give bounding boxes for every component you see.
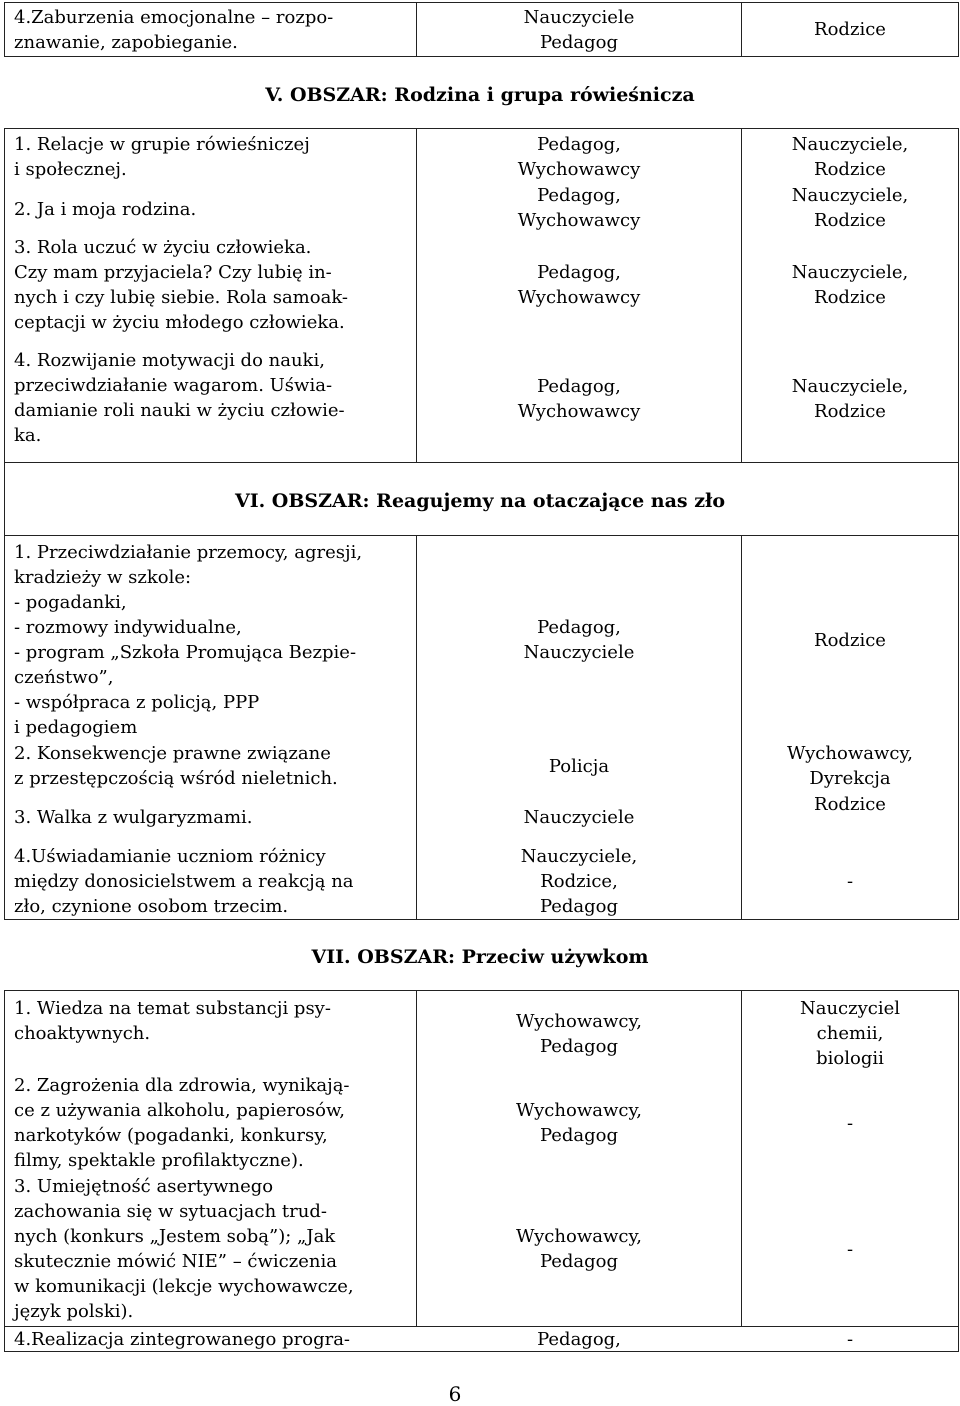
table-cell-topic: 2. Zagrożenia dla zdrowia, wynikają- ce z używania alkoholu, papierosów, narkotyków (pogadanki, konkursy, filmy, spektakle profilaktyczne). bbox=[14, 1075, 350, 1171]
table-cell-cooperation: Nauczyciele, Rodzice bbox=[791, 262, 909, 308]
section-title-vi: VI. OBSZAR: Reagujemy na otaczające nas zło bbox=[234, 490, 726, 512]
table-cell-topic: 1. Przeciwdziałanie przemocy, agresji, kradzieży w szkole: - pogadanki, - rozmowy indywidualne, - program „Szkoła Promująca Bezpie- czeństwo”, - współpraca z policją, PPP i pedagogiem bbox=[14, 542, 363, 738]
table-cell-cooperation: Rodzice bbox=[814, 794, 886, 815]
table-cell-topic: 3. Walka z wulgaryzmami. bbox=[14, 807, 253, 828]
table-cell-cooperation: Nauczyciel chemii, biologii bbox=[799, 998, 901, 1069]
table-cell-cooperation: Nauczyciele, Rodzice bbox=[791, 134, 909, 180]
table-cell-cooperation: Rodzice bbox=[814, 19, 886, 40]
table-cell-topic: 1. Wiedza na temat substancji psy- choaktywnych. bbox=[14, 998, 331, 1044]
table-cell-responsible: Nauczyciele Pedagog bbox=[523, 7, 635, 53]
table-cell-cooperation: - bbox=[846, 1239, 854, 1260]
table-cell-cooperation: Wychowawcy, Dyrekcja bbox=[787, 743, 913, 789]
table-cell-topic: 2. Konsekwencje prawne związane z przestępczością wśród nieletnich. bbox=[14, 743, 338, 789]
table-cell-responsible: Pedagog, bbox=[537, 1329, 621, 1350]
table-cell-topic: 4.Realizacja zintegrowanego progra- bbox=[14, 1329, 351, 1350]
table-cell-cooperation: - bbox=[846, 1113, 854, 1134]
table-cell-topic: 4. Rozwijanie motywacji do nauki, przeciwdziałanie wagarom. Uświa- damianie roli nauki w życiu człowie- ka. bbox=[14, 350, 345, 446]
table-cell-cooperation: - bbox=[846, 1329, 854, 1350]
section-title-vii: VII. OBSZAR: Przeciw używkom bbox=[311, 946, 649, 968]
table-cell-responsible: Wychowawcy, Pedagog bbox=[516, 1100, 642, 1146]
table-cell-responsible: Wychowawcy, Pedagog bbox=[516, 1226, 642, 1272]
page-number: 6 bbox=[448, 1382, 462, 1406]
table-cell-topic: 4.Zaburzenia emocjonalne – rozpo- znawanie, zapobieganie. bbox=[14, 7, 334, 53]
table-cell-responsible: Pedagog, Wychowawcy bbox=[517, 185, 641, 231]
table-cell-responsible: Nauczyciele bbox=[523, 807, 635, 828]
table-cell-responsible: Policja bbox=[548, 756, 610, 777]
table-cell-cooperation: Nauczyciele, Rodzice bbox=[791, 185, 909, 231]
table-cell-responsible: Pedagog, Wychowawcy bbox=[517, 262, 641, 308]
table-cell-cooperation: Rodzice bbox=[814, 630, 886, 651]
table-cell-responsible: Nauczyciele, Rodzice, Pedagog bbox=[520, 846, 638, 917]
table-cell-responsible: Pedagog, Wychowawcy bbox=[517, 376, 641, 422]
table-cell-topic: 1. Relacje w grupie rówieśniczej i społecznej. bbox=[14, 134, 310, 180]
table-cell-responsible: Wychowawcy, Pedagog bbox=[516, 1011, 642, 1057]
table-cell-topic: 3. Umiejętność asertywnego zachowania się w sytuacjach trud- nych (konkurs „Jestem sobą”); „Jak skutecznie mówić NIE” – ćwiczenia w komunikacji (lekcje wychowawcze, język polski). bbox=[14, 1176, 354, 1322]
table-cell-responsible: Pedagog, Nauczyciele bbox=[523, 617, 635, 663]
table-cell-topic: 2. Ja i moja rodzina. bbox=[14, 199, 197, 220]
table-cell-topic: 4.Uświadamianie uczniom różnicy między donosicielstwem a reakcją na zło, czynione osobom trzecim. bbox=[14, 846, 354, 917]
table-cell-responsible: Pedagog, Wychowawcy bbox=[517, 134, 641, 180]
table-cell-cooperation: - bbox=[846, 871, 854, 892]
section-title-v: V. OBSZAR: Rodzina i grupa rówieśnicza bbox=[265, 84, 695, 106]
table-cell-topic: 3. Rola uczuć w życiu człowieka. Czy mam przyjaciela? Czy lubię in- nych i czy lubię siebie. Rola samoak- ceptacji w życiu młodego człowieka. bbox=[14, 237, 348, 333]
table-cell-cooperation: Nauczyciele, Rodzice bbox=[791, 376, 909, 422]
